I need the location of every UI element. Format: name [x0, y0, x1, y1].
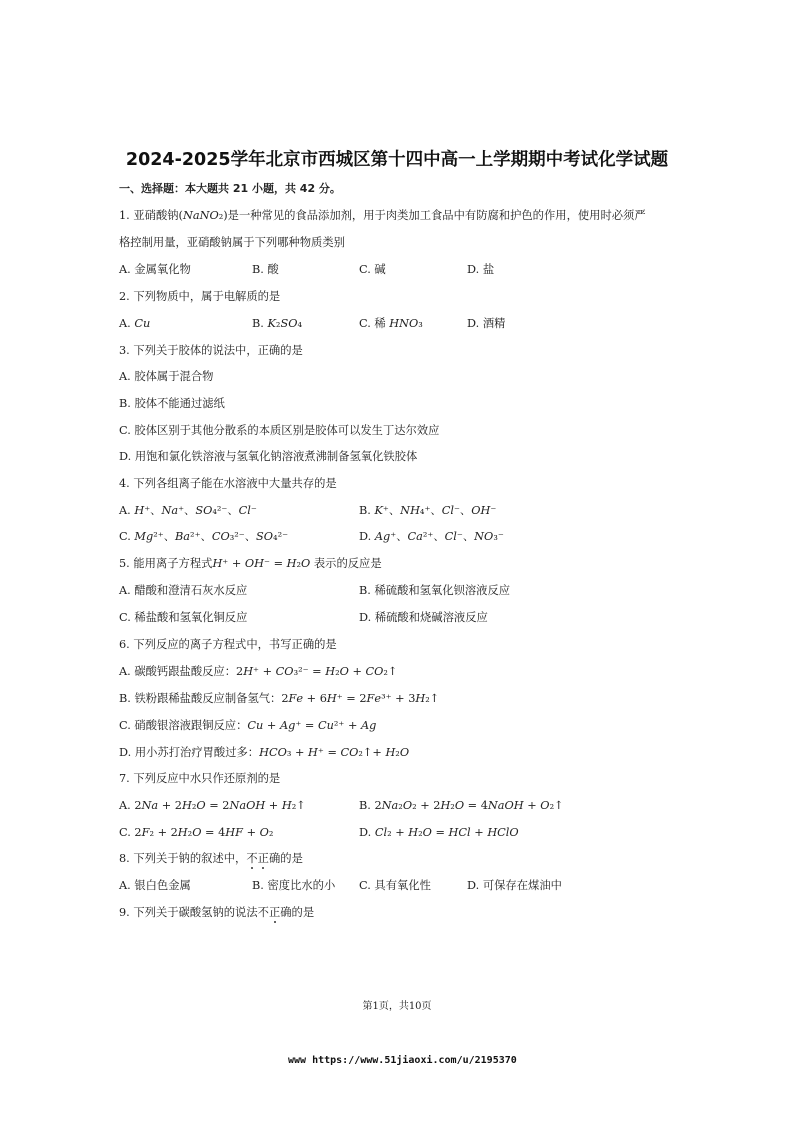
emphasis-char: 正 [268, 906, 281, 919]
question-7-option-c: C. 2𝐹₂ + 2𝐻₂𝑂 = 4𝐻𝐹 + 𝑂₂ [119, 826, 274, 839]
question-3-stem: 3. 下列关于胶体的说法中，正确的是 [119, 344, 303, 357]
document-title: 2024-2025学年北京市西城区第十四中高一上学期期中考试化学试题 [125, 150, 669, 170]
question-4-stem: 4. 下列各组离子能在水溶液中大量共存的是 [119, 477, 337, 490]
question-8-option-d: D. 可保存在煤油中 [467, 879, 562, 892]
question-6-option-b: B. 铁粉跟稀盐酸反应制备氢气：2𝐹𝑒 + 6𝐻⁺ = 2𝐹𝑒³⁺ + 3𝐻₂↑ [119, 692, 440, 705]
question-2-stem: 2. 下列物质中，属于电解质的是 [119, 290, 281, 303]
question-8-option-a: A. 银白色金属 [119, 879, 191, 892]
question-5-stem: 5. 能用离子方程式𝐻⁺ + 𝑂𝐻⁻ = 𝐻₂𝑂 表示的反应是 [119, 557, 382, 570]
question-2-option-c: C. 稀 𝐻𝑁𝑂₃ [359, 317, 423, 330]
section-heading: 一、选择题：本大题共 21 小题，共 42 分。 [119, 182, 341, 195]
question-6-option-d: D. 用小苏打治疗胃酸过多：𝐻𝐶𝑂₃ + 𝐻⁺ = 𝐶𝑂₂↑+ 𝐻₂𝑂 [119, 746, 410, 759]
question-1-stem-line-2: 格控制用量，亚硝酸钠属于下列哪种物质类别 [119, 236, 345, 249]
question-9-stem-pre: 9. 下列关于碳酸氢钠的说法不 [119, 906, 269, 919]
question-1-option-c: C. 碱 [359, 263, 386, 276]
question-3-option-b: B. 胶体不能通过滤纸 [119, 397, 225, 410]
question-4-option-d: D. 𝐴𝑔⁺、𝐶𝑎²⁺、𝐶𝑙⁻、𝑁𝑂₃⁻ [359, 530, 504, 543]
question-9-stem-emphasis [269, 906, 280, 919]
question-7-option-d: D. 𝐶𝑙₂ + 𝐻₂𝑂 = 𝐻𝐶𝑙 + 𝐻𝐶𝑙𝑂 [359, 826, 519, 839]
question-2-option-a: A. 𝐶𝑢 [119, 317, 151, 330]
question-5-option-a: A. 醋酸和澄清石灰水反应 [119, 584, 248, 597]
emphasis-char: 正 [257, 852, 269, 865]
question-5-option-b: B. 稀硫酸和氢氧化钡溶液反应 [359, 584, 511, 597]
question-8-stem-post: 确的是 [268, 852, 303, 865]
question-7-option-b: B. 2𝑁𝑎₂𝑂₂ + 2𝐻₂𝑂 = 4𝑁𝑎𝑂𝐻 + 𝑂₂↑ [359, 799, 564, 812]
question-2-option-b: B. 𝐾₂𝑆𝑂₄ [252, 317, 302, 330]
watermark-link[interactable]: www https://www.51jiaoxi.com/u/2195370 [288, 1055, 517, 1066]
emphasis-char: 不 [246, 852, 258, 865]
question-9-stem [119, 906, 314, 920]
question-6-option-c: C. 硝酸银溶液跟铜反应：𝐶𝑢 + 𝐴𝑔⁺ = 𝐶𝑢²⁺ + 𝐴𝑔 [119, 719, 377, 732]
question-4-option-a: A. 𝐻⁺、𝑁𝑎⁺、𝑆𝑂₄²⁻、𝐶𝑙⁻ [119, 504, 257, 517]
question-4-option-c: C. 𝑀𝑔²⁺、𝐵𝑎²⁺、𝐶𝑂₃²⁻、𝑆𝑂₄²⁻ [119, 530, 289, 543]
question-9-stem-post: 确的是 [280, 906, 315, 919]
question-3-option-c: C. 胶体区别于其他分散系的本质区别是胶体可以发生丁达尔效应 [119, 424, 440, 437]
question-3-option-a: A. 胶体属于混合物 [119, 370, 214, 383]
question-8-stem-emphasis [246, 852, 269, 865]
question-7-option-a: A. 2𝑁𝑎 + 2𝐻₂𝑂 = 2𝑁𝑎𝑂𝐻 + 𝐻₂↑ [119, 799, 306, 812]
question-6-option-a: A. 碳酸钙跟盐酸反应：2𝐻⁺ + 𝐶𝑂₃²⁻ = 𝐻₂𝑂 + 𝐶𝑂₂↑ [119, 665, 398, 678]
question-5-option-c: C. 稀盐酸和氢氧化铜反应 [119, 611, 248, 624]
question-8-stem [119, 852, 303, 866]
question-8-stem-pre: 8. 下列关于钠的叙述中， [119, 852, 247, 865]
question-4-option-b: B. 𝐾⁺、𝑁𝐻₄⁺、𝐶𝑙⁻、𝑂𝐻⁻ [359, 504, 497, 517]
question-1-option-a: A. 金属氧化物 [119, 263, 191, 276]
question-3-option-d: D. 用饱和氯化铁溶液与氢氧化钠溶液煮沸制备氢氧化铁胶体 [119, 450, 418, 463]
question-1-option-b: B. 酸 [252, 263, 279, 276]
question-7-stem: 7. 下列反应中水只作还原剂的是 [119, 772, 281, 785]
question-8-option-c: C. 具有氧化性 [359, 879, 431, 892]
question-1-stem-line-1: 1. 亚硝酸钠(𝑁𝑎𝑁𝑂₂)是一种常见的食品添加剂，用于肉类加工食品中有防腐和护色的作用，使用时必须严 [119, 209, 646, 222]
question-1-option-d: D. 盐 [467, 263, 495, 276]
question-2-option-d: D. 酒精 [467, 317, 506, 330]
page-footer: 第1页，共10页 [362, 1001, 432, 1012]
question-8-option-b: B. 密度比水的小 [252, 879, 336, 892]
question-6-stem: 6. 下列反应的离子方程式中，书写正确的是 [119, 638, 337, 651]
question-5-option-d: D. 稀硫酸和烧碱溶液反应 [359, 611, 488, 624]
